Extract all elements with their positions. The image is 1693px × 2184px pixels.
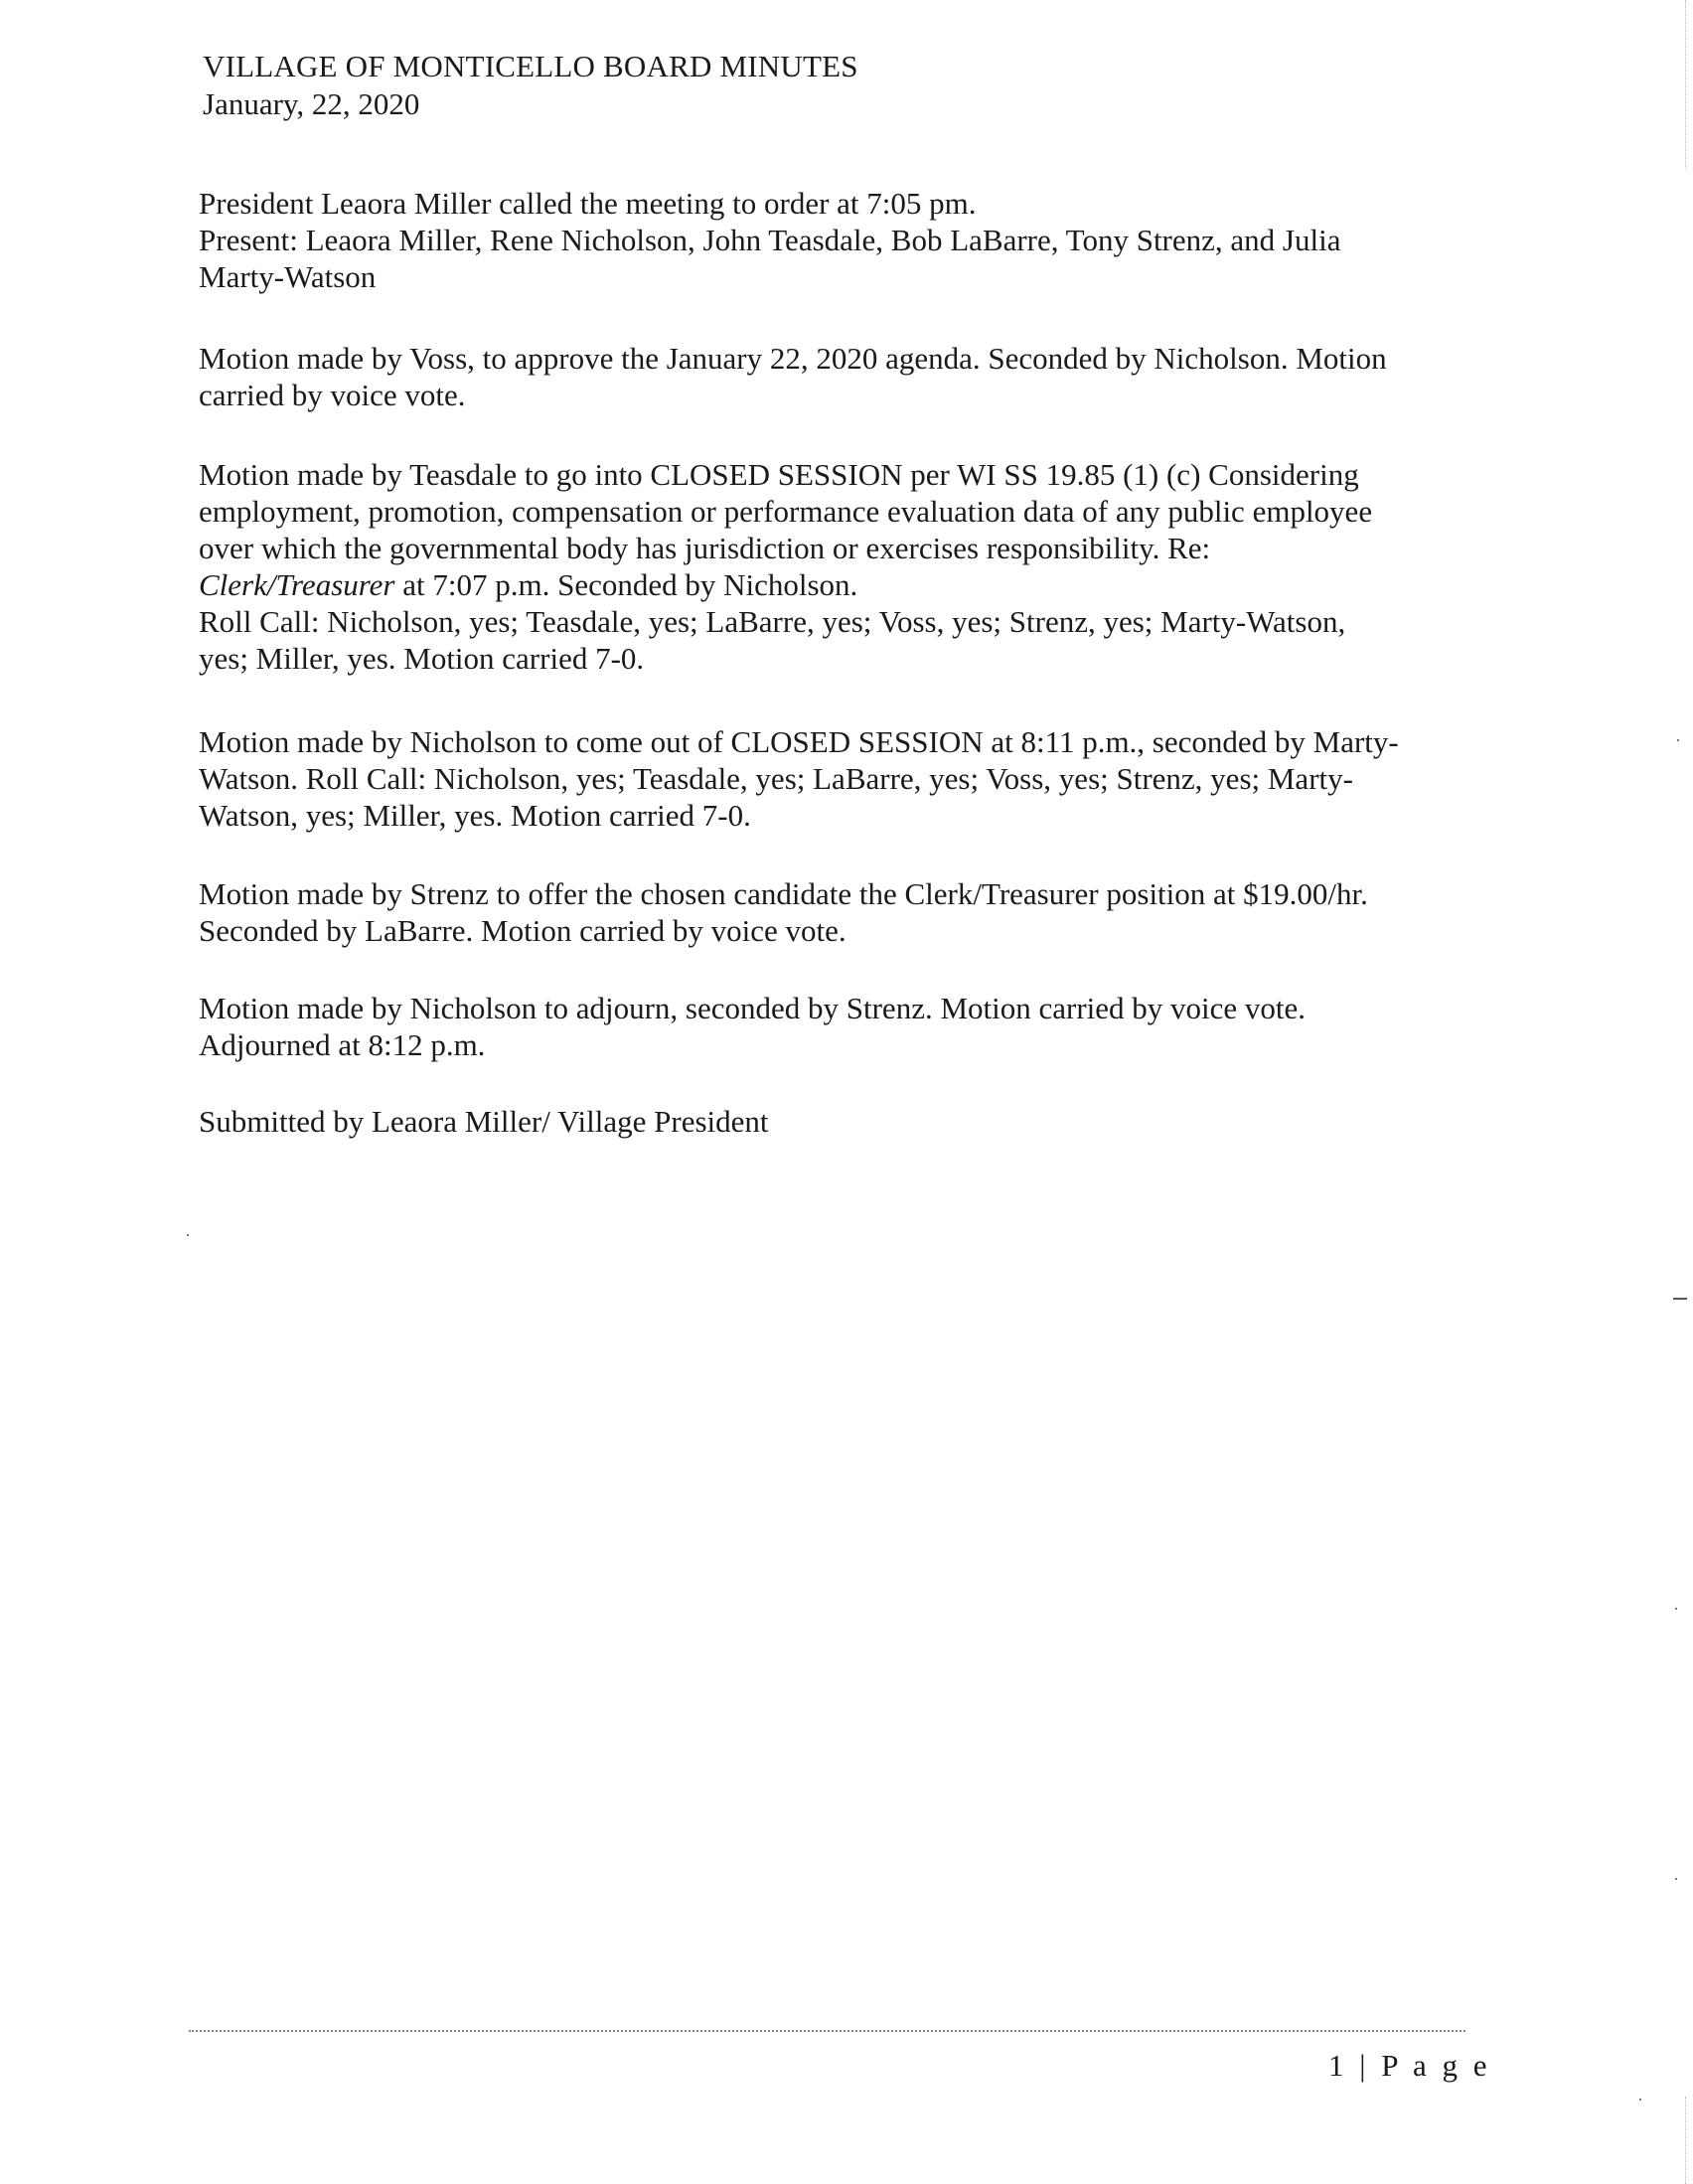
paragraph-line: Watson, yes; Miller, yes. Motion carried 7-0. [199,798,751,833]
closed-session-motion-paragraph [199,456,1490,677]
paragraph-text: at 7:07 p.m. Seconded by Nicholson. [394,567,858,602]
paragraph-line [199,566,1490,603]
submitted-by-paragraph [199,1103,1490,1140]
roll-call-line: Roll Call: Nicholson, yes; Teasdale, yes; LaBarre, yes; Voss, yes; Strenz, yes; Marty-Watson, [199,604,1346,639]
paragraph-line: Marty-Watson [199,259,377,294]
scan-artifact-dot [187,1234,189,1236]
reopen-session-motion-paragraph [199,723,1490,834]
paragraph-line: Present: Leaora Miller, Rene Nicholson, John Teasdale, Bob LaBarre, Tony Strenz, and Julia [199,223,1341,257]
scan-artifact-dot [1677,739,1679,741]
paragraph-line: carried by voice vote. [199,378,466,412]
paragraph-line: Motion made by Strenz to offer the chosen candidate the Clerk/Treasurer position at $19.00/hr. [199,876,1368,911]
hiring-motion-paragraph [199,875,1490,949]
page-number: 1 | P a g e [1328,2048,1491,2083]
roll-call-line: yes; Miller, yes. Motion carried 7-0. [199,641,645,676]
scan-artifact-dot [1675,1608,1677,1610]
scan-edge-mark [1685,2097,1687,2184]
paragraph-line: Adjourned at 8:12 p.m. [199,1027,486,1062]
scan-edge-mark [1685,0,1687,169]
italic-position-title: Clerk/Treasurer [199,567,395,602]
signature-line: Submitted by Leaora Miller/ Village President [199,1104,769,1139]
paragraph-line: over which the governmental body has jurisdiction or exercises responsibility. Re: [199,531,1211,565]
agenda-motion-paragraph [199,340,1490,413]
paragraph-line: Motion made by Teasdale to go into CLOSED SESSION per WI SS 19.85 (1) (c) Considering [199,457,1359,492]
scan-artifact-dash [1673,1298,1687,1300]
paragraph-line: Motion made by Nicholson to adjourn, seconded by Strenz. Motion carried by voice vote. [199,991,1307,1025]
paragraph-line: Motion made by Nicholson to come out of CLOSED SESSION at 8:11 p.m., seconded by Marty- [199,724,1399,759]
footer-divider [189,2030,1465,2032]
paragraph-line: President Leaora Miller called the meeting to order at 7:05 pm. [199,186,977,221]
document-title: VILLAGE OF MONTICELLO BOARD MINUTES [203,49,858,83]
paragraph-line: Motion made by Voss, to approve the January 22, 2020 agenda. Seconded by Nicholson. Motion [199,341,1387,376]
paragraph-line: Watson. Roll Call: Nicholson, yes; Teasdale, yes; LaBarre, yes; Voss, yes; Strenz, yes; Marty- [199,761,1353,796]
document-date: January, 22, 2020 [203,86,420,121]
adjourn-motion-paragraph [199,990,1490,1063]
call-to-order-paragraph [199,185,1490,295]
paragraph-line: Seconded by LaBarre. Motion carried by voice vote. [199,913,846,948]
scan-artifact-dot [1639,2099,1641,2101]
scan-artifact-dot [1675,1878,1677,1880]
paragraph-line: employment, promotion, compensation or performance evaluation data of any public employee [199,494,1373,529]
